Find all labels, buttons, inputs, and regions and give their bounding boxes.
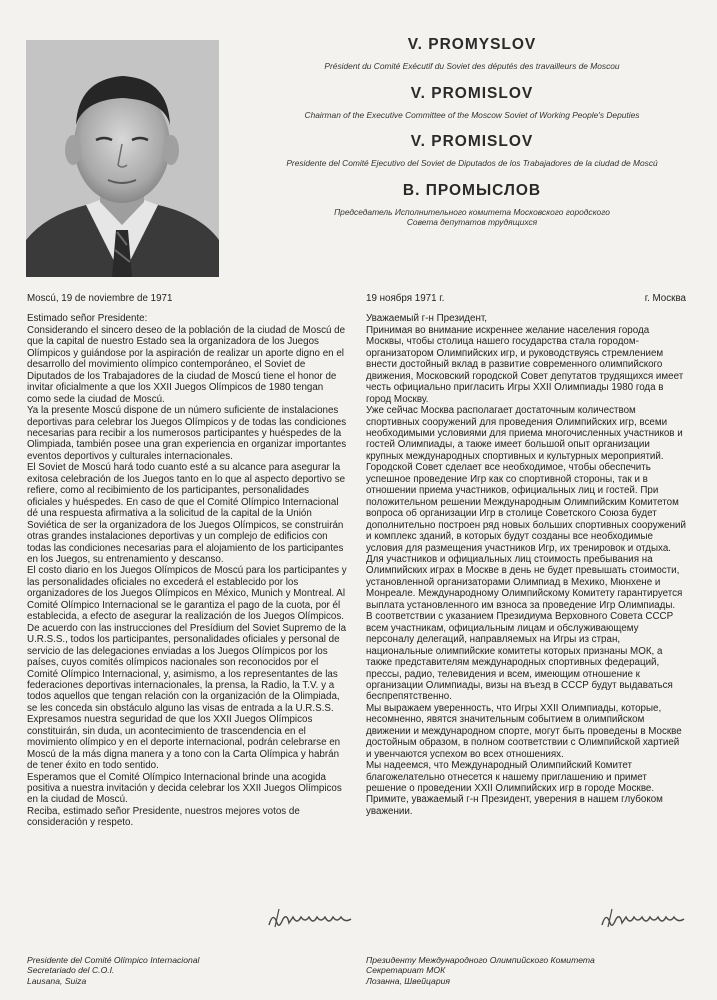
signature-left xyxy=(265,905,355,933)
spanish-paragraph: De acuerdo con las instrucciones del Presídium del Soviet Supremo de la U.R.S.S., todos los participantes, personalidades oficiales y personal de servicio de las delegaciones enviadas a los Juegos Olímpicos por los países, cuyos comités olímpicos nacionales son reconocidos por el Comité Olímpico Internacional, y, asimismo, a los representantes de las federaciones deportivas internacionales, la prensa, la Radio, la T.V. y a todos aquellos que tengan relación con la organización de la Olimpiada, se les conceda sin obstáculo alguno las visas de entrada a la U.R.S.S. xyxy=(27,622,347,714)
portrait-photo xyxy=(26,40,219,277)
russian-paragraph: Мы надеемся, что Международный Олимпийский Комитет благожелательно отнесется к нашему приглашению и примет решение о проведении XXII Олимпийских игр в городе Москве. xyxy=(366,760,655,795)
russian-recipient-line: Секретариат МОК xyxy=(366,965,446,976)
name-spanish: V. PROMISLOV xyxy=(410,133,534,150)
spanish-paragraph: Ya la presente Moscú dispone de un número suficiente de instalaciones deportivas para celebrar los Juegos Olímpicos y de todas las condiciones necesarias para recibir a los numerosos participantes y huéspedes de la Olimpiada, también posee una gran experiencia en organizar importantes eventos deportivos y culturales internacionales. xyxy=(27,405,347,462)
russian-paragraph: Мы выражаем уверенность, что Игры XXII Олимпиады, которые, несомненно, явятся значительным событием в олимпийском движении и международном спорте, могут быть проведены в Москве достойным образом, в полном соответствии с Олимпийской хартией и увенчаются успехом во всех отношениях. xyxy=(366,702,682,760)
title-spanish: Presidente del Comité Ejecutivo del Soviet de Diputados de los Trabajadores de la ciudad de Moscú xyxy=(286,158,658,168)
title-english: Chairman of the Executive Committee of the Moscow Soviet of Working People's Deputies xyxy=(304,109,640,120)
russian-date: 19 ноября 1971 г. xyxy=(366,293,445,304)
spanish-paragraph: El Soviet de Moscú hará todo cuanto esté a su alcance para asegurar la exitosa celebración de los Juegos tanto en lo que al aspecto deportivo se refiere, como al recibimiento de los participantes, personalidades oficiales y huéspedes. En caso de que el Comité Olímpico Internacional dé una respuesta afirmativa a la solicitud de la capital de la Unión Soviética de ser la organizadora de los Juegos Olímpicos, se construirán otras grandes instalaciones deportivas y un complejo de edificios con todas las condiciones necesarias para el alojamiento de los participantes en los Juegos, su entrenamiento y descanso. xyxy=(27,462,346,565)
name-french: V. PROMYSLOV xyxy=(407,36,537,53)
spanish-date: Moscú, 19 de noviembre de 1971 xyxy=(27,293,173,304)
spanish-paragraph: Esperamos que el Comité Olímpico Internacional brinde una acogida positiva a nuestra invitación y decida celebrar los XXII Juegos Olímpicos en la ciudad de Moscú. xyxy=(27,771,342,806)
name-russian: В. ПРОМЫСЛОВ xyxy=(402,181,542,199)
russian-dateline xyxy=(366,293,686,304)
russian-place: г. Москва xyxy=(644,293,686,304)
spanish-greeting: Estimado señor Presidente: xyxy=(27,313,148,325)
spanish-paragraph: Considerando el sincero deseo de la población de la ciudad de Moscú de que la capital de nuestro Estado sea la organizadora de los Juegos Olímpicos y guiándose por la aspiración de realizar un aporte digno en el desarrollo del movimiento olímpico contemporáneo, el Soviet de Diputados de los Trabajadores de la ciudad de Moscú tiene el honor de invitar oficialmente a que los XXII Juegos Olímpicos de 1980 tengan como sede la ciudad de Moscú. xyxy=(27,324,346,405)
spanish-recipient-line: Presidente del Comité Olímpico Internacional xyxy=(27,955,200,965)
russian-greeting: Уважаемый г-н Президент, xyxy=(366,313,487,325)
signature-right xyxy=(598,905,688,933)
title-russian-line-1: Председатель Исполнительного комитета Московского городского xyxy=(334,206,610,217)
spanish-dateline xyxy=(27,293,347,304)
russian-paragraph: Примите, уважаемый г-н Президент, уверения в нашем глубоком уважении. xyxy=(366,794,663,817)
russian-letter xyxy=(366,293,686,817)
russian-paragraph: Городской Совет сделает все необходимое, чтобы обеспечить успешное проведение Игр как со спортивной стороны, так и в отношении приема участников, официальных лиц и гостей. При положительном решении Международным Олимпийским Комитетом вопроса об организации Игр в столице Советского Союза будет дополнительно построен ряд новых больших спортивных сооружений и комплекс зданий, в которых будут созданы все необходимые условия для размещения участников Игр, их тренировок и отдыха. xyxy=(366,462,686,554)
spanish-recipient xyxy=(27,955,199,986)
spanish-paragraph: Reciba, estimado señor Presidente, nuestros mejores votos de consideración y respeto. xyxy=(27,805,300,829)
title-russian xyxy=(232,207,712,228)
spanish-recipient-line: Lausana, Suiza xyxy=(27,975,87,986)
russian-recipient xyxy=(366,955,595,986)
spanish-paragraph: El costo diario en los Juegos Olímpicos de Moscú para los participantes y las personalidades oficiales no excederá el establecido por los organizadores de los Juegos Olímpicos en México, Munich y Montreal. Al Comité Olímpico Internacional se le garantiza el pago de la cuota, por él establecida, a efecto de asegurar la realización de los Juegos Olímpicos. xyxy=(27,565,347,623)
title-french: Président du Comité Exécutif du Soviet des députés des travailleurs de Moscou xyxy=(324,61,620,71)
russian-paragraph: Уже сейчас Москва располагает достаточным количеством спортивных сооружений для проведения Олимпийских игр, всеми необходимыми условиями для приема многочисленных участников и гостей Олимпиады, а также имеет большой опыт организации крупных международных спортивных и культурных мероприятий. xyxy=(366,405,683,462)
russian-recipient-line: Президенту Международного Олимпийского Комитета xyxy=(366,955,595,965)
name-english: V. PROMISLOV xyxy=(410,84,534,102)
russian-paragraph: В соответствии с указанием Президиума Верховного Совета СССР всем участникам, официальным лицам и обслуживающему персоналу делегаций, направляемых на Игры из стран, национальные олимпийские комитеты которых признаны МОК, а также представителям международных спортивных федераций, прессы, радио, телевидения и всем, имеющим отношение к организации Олимпиады, визы на въезд в СССР будут выдаваться беспрепятственно. xyxy=(366,611,674,703)
spanish-recipient-line: Secretariado del C.O.I. xyxy=(27,965,115,976)
russian-paragraph: Принимая во внимание искреннее желание населения города Москвы, чтобы столица нашего государства стала городом-организатором Олимпийских игр, и руководствуясь стремлением внести достойный вклад в развитие современного олимпийского движения, Московский городской Совет депутатов трудящихся имеет честь официально пригласить Игры XXII Олимпиады 1980 года в город Москву. xyxy=(366,324,684,405)
spanish-paragraph: Expresamos nuestra seguridad de que los XXII Juegos Olímpicos constituirán, sin duda, un acontecimiento de trascendencia en el movimiento olímpico y en el deporte internacional, podrán celebrarse en Moscú de la más digna manera y a tono con la Carta Olímpica y habrán de tener éxito en todo sentido. xyxy=(27,714,341,772)
russian-paragraph: Для участников и официальных лиц стоимость пребывания на Олимпийских играх в Москве в день не будет превышать стоимости, установленной организаторами Олимпиад в Мехико, Мюнхене и Монреале. Международному Олимпийскому Комитету гарантируется выплата установленного им взноса за проведение Игр Олимпиады. xyxy=(366,553,683,611)
russian-recipient-line: Лозанна, Швейцария xyxy=(366,975,450,986)
title-russian-line-2: Совета депутатов трудящихся xyxy=(406,217,538,227)
spanish-letter xyxy=(27,293,347,829)
name-headings xyxy=(232,36,712,241)
